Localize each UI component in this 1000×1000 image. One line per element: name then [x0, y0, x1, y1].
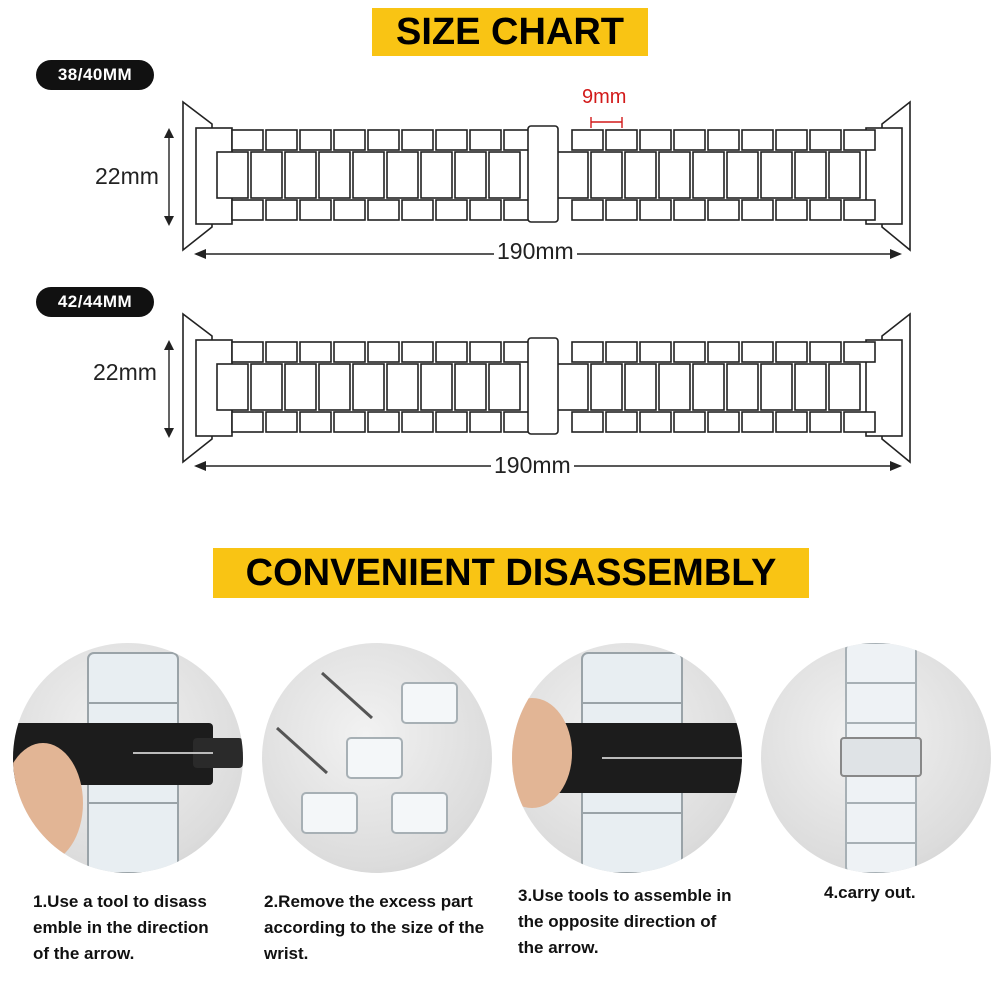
band-link-top: [334, 342, 365, 362]
band-link-top: [470, 130, 501, 150]
band-link-middle: [557, 152, 588, 198]
band-link-bottom: [742, 200, 773, 220]
band-link-middle: [625, 152, 656, 198]
band-link-top: [300, 342, 331, 362]
removed-links-illustration: [262, 643, 492, 873]
band-link-bottom: [810, 200, 841, 220]
band-link-middle: [319, 364, 350, 410]
band-link-top: [572, 130, 603, 150]
band-link-bottom: [266, 200, 297, 220]
band-link-bottom: [402, 412, 433, 432]
height-arrow-head-up: [164, 128, 174, 138]
band-link-middle: [285, 152, 316, 198]
band-link-top: [572, 342, 603, 362]
band-link-top: [742, 130, 773, 150]
band-link-top: [436, 130, 467, 150]
band-link-top: [232, 130, 263, 150]
step-3-photo: [512, 643, 742, 873]
band-link-top: [776, 130, 807, 150]
band-link-top: [334, 130, 365, 150]
step-4-text: 4.carry out.: [824, 883, 916, 902]
length-label-large: 190mm: [491, 452, 574, 479]
band-link-bottom: [844, 200, 875, 220]
band-link-top: [368, 130, 399, 150]
length-arrow-head-left: [194, 461, 206, 471]
band-link-top: [436, 342, 467, 362]
band-link-top: [674, 342, 705, 362]
band-link-middle: [557, 364, 588, 410]
size-label-38-40: 38/40MM: [36, 60, 154, 90]
band-link-middle: [727, 364, 758, 410]
band-link-bottom: [300, 200, 331, 220]
step-2-photo: [262, 643, 492, 873]
band-link-bottom: [368, 200, 399, 220]
band-link-top: [708, 130, 739, 150]
clasp: [528, 338, 558, 434]
band-link-middle: [727, 152, 758, 198]
band-diagram-small: [164, 102, 910, 259]
band-link-middle: [829, 364, 860, 410]
band-link-middle: [455, 364, 486, 410]
band-link-bottom: [742, 412, 773, 432]
band-link-bottom: [640, 200, 671, 220]
length-label-small: 190mm: [494, 238, 577, 265]
band-link-top: [674, 130, 705, 150]
band-link-middle: [455, 152, 486, 198]
band-link-middle: [319, 152, 350, 198]
band-link-top: [810, 342, 841, 362]
band-link-middle: [353, 152, 384, 198]
band-link-middle: [761, 364, 792, 410]
band-link-bottom: [436, 200, 467, 220]
band-link-bottom: [708, 200, 739, 220]
band-link-middle: [693, 152, 724, 198]
band-link-top: [844, 130, 875, 150]
band-link-bottom: [640, 412, 671, 432]
band-link-middle: [217, 364, 248, 410]
band-link-bottom: [300, 412, 331, 432]
band-link-middle: [251, 152, 282, 198]
width-label-large: 22mm: [93, 359, 157, 385]
band-link-middle: [353, 364, 384, 410]
band-link-top: [640, 130, 671, 150]
length-arrow-head-left: [194, 249, 206, 259]
band-link-bottom: [776, 412, 807, 432]
band-link-top: [844, 342, 875, 362]
band-link-bottom: [572, 200, 603, 220]
band-link-top: [232, 342, 263, 362]
band-link-middle: [387, 152, 418, 198]
tool-disassemble-illustration: [13, 643, 243, 873]
band-link-middle: [591, 152, 622, 198]
band-link-middle: [659, 364, 690, 410]
band-link-bottom: [470, 412, 501, 432]
band-link-bottom: [776, 200, 807, 220]
band-link-top: [776, 342, 807, 362]
band-link-middle: [659, 152, 690, 198]
band-link-bottom: [606, 200, 637, 220]
assembled-band-illustration: [761, 643, 991, 873]
band-link-top: [606, 342, 637, 362]
band-link-middle: [591, 364, 622, 410]
band-link-top: [402, 130, 433, 150]
step-1-photo: [13, 643, 243, 873]
band-diagram-large: [164, 314, 910, 471]
disassembly-title: CONVENIENT DISASSEMBLY: [213, 548, 809, 598]
clasp: [528, 126, 558, 222]
band-link-middle: [251, 364, 282, 410]
band-link-bottom: [334, 412, 365, 432]
band-link-bottom: [402, 200, 433, 220]
step-4-photo: [761, 643, 991, 873]
band-link-top: [300, 130, 331, 150]
band-link-top: [708, 342, 739, 362]
band-link-middle: [217, 152, 248, 198]
step-3-text: 3.Use tools to assemble in the opposite direction of the arrow.: [518, 886, 732, 957]
height-arrow-head-down: [164, 428, 174, 438]
band-link-top: [266, 130, 297, 150]
band-link-middle: [761, 152, 792, 198]
band-link-bottom: [368, 412, 399, 432]
height-arrow-head-down: [164, 216, 174, 226]
band-link-bottom: [606, 412, 637, 432]
band-link-middle: [421, 364, 452, 410]
band-link-top: [266, 342, 297, 362]
link-width-label: 9mm: [582, 86, 627, 108]
size-label-42-44: 42/44MM: [36, 287, 154, 317]
band-link-top: [368, 342, 399, 362]
band-link-bottom: [844, 412, 875, 432]
band-link-bottom: [436, 412, 467, 432]
height-arrow-head-up: [164, 340, 174, 350]
band-link-middle: [489, 152, 520, 198]
band-link-middle: [693, 364, 724, 410]
band-link-middle: [285, 364, 316, 410]
length-arrow-head-right: [890, 249, 902, 259]
band-link-middle: [795, 152, 826, 198]
tool-assemble-illustration: [512, 643, 742, 873]
width-label-small: 22mm: [95, 163, 159, 189]
band-link-bottom: [232, 412, 263, 432]
step-2-text: 2.Remove the excess part according to the size of the wrist.: [264, 892, 485, 963]
band-link-bottom: [674, 412, 705, 432]
band-link-middle: [489, 364, 520, 410]
band-link-middle: [421, 152, 452, 198]
band-link-bottom: [674, 200, 705, 220]
band-link-middle: [795, 364, 826, 410]
band-link-bottom: [470, 200, 501, 220]
band-link-top: [606, 130, 637, 150]
band-link-top: [402, 342, 433, 362]
band-link-middle: [625, 364, 656, 410]
band-link-middle: [387, 364, 418, 410]
band-link-bottom: [572, 412, 603, 432]
band-link-bottom: [708, 412, 739, 432]
size-chart-title: SIZE CHART: [372, 8, 648, 56]
band-link-top: [470, 342, 501, 362]
band-link-bottom: [334, 200, 365, 220]
band-link-middle: [829, 152, 860, 198]
band-link-bottom: [232, 200, 263, 220]
band-link-bottom: [266, 412, 297, 432]
band-link-top: [810, 130, 841, 150]
band-link-bottom: [810, 412, 841, 432]
step-1-text: 1.Use a tool to disass emble in the direction of the arrow.: [33, 892, 209, 963]
band-link-top: [742, 342, 773, 362]
band-link-top: [640, 342, 671, 362]
length-arrow-head-right: [890, 461, 902, 471]
